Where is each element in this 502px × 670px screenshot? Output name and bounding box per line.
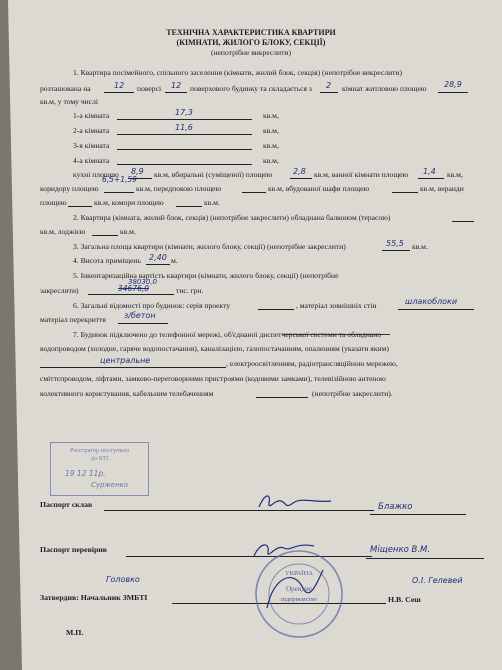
walls-line <box>398 309 474 310</box>
room1-line <box>117 119 252 120</box>
value-line <box>88 294 174 295</box>
walls-value: шлакоблоки <box>405 297 458 306</box>
compiled-by-label: Паспорт склав <box>40 500 93 509</box>
checked-by-name: Міщенко В.М. <box>370 545 431 555</box>
room3-label: 3-я кімната <box>73 141 110 150</box>
veranda-area-label: площею <box>40 198 67 207</box>
bath-value: 1,4 <box>423 167 436 176</box>
veranda-label: кв.м, веранди <box>420 184 464 193</box>
room1-value: 17,3 <box>175 108 193 117</box>
kitchen-label: кухні площею <box>73 170 119 179</box>
value-label: 5. Інвентаризаційна вартість квартири (кімнати, жилого блоку, секції) (непотрібне <box>73 271 339 280</box>
loggia-line <box>92 235 118 236</box>
veranda-line <box>68 206 92 207</box>
room4-line <box>117 164 252 165</box>
value-label2: закреслити) <box>40 286 79 295</box>
hall-line <box>242 192 266 193</box>
loggia-label: кв.м, лоджією <box>40 227 86 236</box>
total-area-value: 55,5 <box>386 239 404 248</box>
stamp-place-label: М.П. <box>66 628 84 637</box>
pantry-line <box>176 206 202 207</box>
para7-line4: сміттєпроводом, ліфтами, замково-переговорними пристроями (кодовими замками), телевізійною антеною <box>40 374 386 383</box>
document-subtitle: (КІМНАТИ, ЖИЛОГО БЛОКУ, СЕКЦІЇ) <box>176 38 326 47</box>
ceiling-label: матеріал перекриття <box>40 315 106 324</box>
approver-name: Н.В. Сеш <box>388 595 421 604</box>
living-value: 28,9 <box>444 80 462 89</box>
para1-line3: кв.м, у тому числі <box>40 97 98 106</box>
height-value: 2,40 <box>149 253 167 262</box>
round-seal-icon <box>253 548 345 640</box>
compiled-name-line <box>370 514 466 515</box>
corridor-label: коридору площею <box>40 184 99 193</box>
pantry-label: кв.м, комори площею <box>94 198 164 207</box>
floors-line <box>165 92 187 93</box>
compiled-signature-icon <box>255 489 335 515</box>
hall-label: кв.м, передпокою площею <box>136 184 222 193</box>
para1-floor-label: поверсі <box>137 84 162 93</box>
heating-value: центральне <box>100 356 151 365</box>
document-title: ТЕХНІЧНА ХАРАКТЕРИСТИКА КВАРТИРИ <box>166 28 336 37</box>
total-area-unit: кв.м. <box>412 242 428 251</box>
stamp-signature: Сурженко <box>91 481 129 489</box>
para7-line2: водопроводом (холодне, гаряче водопостачання), каналізацією, газопостачанням, опаленням (указати яким) <box>40 344 389 353</box>
balcony-line <box>452 221 474 222</box>
kitchen-value: 8,9 <box>131 167 144 176</box>
compiled-by-name: Блажко <box>378 502 413 512</box>
room1-label: 1-а кімната <box>73 111 110 120</box>
room4-label: 4-а кімната <box>73 156 110 165</box>
walls-label: , матеріал зовнішніх стін <box>296 301 377 310</box>
checked-by-label: Паспорт перевірив <box>40 545 107 554</box>
room2-label: 2-а кімната <box>73 126 110 135</box>
checked-name-line <box>366 558 484 559</box>
closet-label: кв.м, вбудованої шафи площею <box>268 184 370 193</box>
closet-line <box>392 192 418 193</box>
para1-line2-pre: розташована на <box>40 84 91 93</box>
room3-unit: кв.м, <box>263 141 279 150</box>
room4-unit: кв.м, <box>263 156 279 165</box>
cable-line <box>256 397 308 398</box>
corridor-value: 6,5+1,59 <box>102 175 137 184</box>
bath-label: кв.м, ванної кімнати площею <box>314 170 409 179</box>
bath-unit: кв.м, <box>447 170 463 179</box>
series-line <box>258 309 294 310</box>
seal-org: Орендне <box>286 585 312 593</box>
total-area-label: 3. Загальна площа квартири (кімнати, жилого блоку, секції) (непотрібне закреслити) <box>73 242 346 251</box>
document-note: (непотрібне викреслити) <box>210 48 292 57</box>
para2-text: 2. Квартира (кімната, жилий блок, секція) (непотрібне закреслити) обладнана балконом (терасою) <box>73 213 391 222</box>
pantry-unit: кв.м. <box>204 198 220 207</box>
approver-note-left: Головко <box>106 575 140 584</box>
ceiling-line <box>118 323 168 324</box>
para6-text: 6. Загальні відомості про будинок: серія проекту <box>73 301 231 310</box>
para7-line3: , електроосвітленням, радіотрансляційною мережею, <box>226 359 398 368</box>
para7-line5: колективного користування, кабельним телебаченням <box>40 389 214 398</box>
rooms-line <box>320 92 338 93</box>
wc-value: 2,8 <box>293 167 306 176</box>
approved-label: Затвердив: Начальник ЗМБТІ <box>40 593 148 602</box>
floors-value: 12 <box>171 81 182 90</box>
value-unit: тис. грн. <box>176 286 204 295</box>
dispatch-strike <box>282 334 390 335</box>
height-line <box>146 264 170 265</box>
room2-value: 11,6 <box>175 123 193 132</box>
seal-org2: підприємство <box>280 596 318 603</box>
registration-stamp <box>50 442 149 496</box>
para1-line1: 1. Квартира посімейного, спільного заселення (кімнати, жилий блок, секція) (непотрібне викреслити) <box>73 68 403 77</box>
seal-country: УКРАЇНА <box>285 570 313 577</box>
value-old: 34676,0 <box>118 284 150 293</box>
rooms-value: 2 <box>326 81 332 90</box>
room2-line <box>117 134 252 135</box>
height-label: 4. Висота приміщень <box>73 256 142 265</box>
stamp-line2: до БТІ <box>90 455 109 462</box>
corridor-line <box>104 192 134 193</box>
value-new: 38030,0 <box>128 278 157 286</box>
para1-floors-label: поверхового будинку та складається з <box>190 84 312 93</box>
stamp-date: 19 12 11р. <box>65 469 106 478</box>
room2-unit: кв.м, <box>263 126 279 135</box>
para7-line1: 7. Будинок підключено до телефонної мережі, об'єднаної диспетчерської системи та обладнано <box>73 330 382 339</box>
ceiling-value: з/бетон <box>124 311 156 320</box>
approver-note-right: О.І. Гелевей <box>412 576 463 585</box>
floor-value: 12 <box>114 81 125 90</box>
bath-line <box>418 178 444 179</box>
stamp-line1: Реєстратор поступило <box>69 447 130 454</box>
wc-label: кв.м, вбиральні (суміщеної) площею <box>154 170 273 179</box>
total-area-line <box>382 250 410 251</box>
para1-rooms-label: кімнат житловою площею <box>342 84 427 93</box>
room1-unit: кв.м, <box>263 111 279 120</box>
loggia-unit: кв.м. <box>120 227 136 236</box>
living-line <box>438 92 468 93</box>
wc-line <box>290 178 312 179</box>
para7-line5-end: (непотрібне закреслити). <box>312 389 393 398</box>
room3-line <box>117 149 252 150</box>
heating-line <box>40 367 226 368</box>
floor-line <box>104 92 134 93</box>
height-unit: м. <box>171 256 178 265</box>
